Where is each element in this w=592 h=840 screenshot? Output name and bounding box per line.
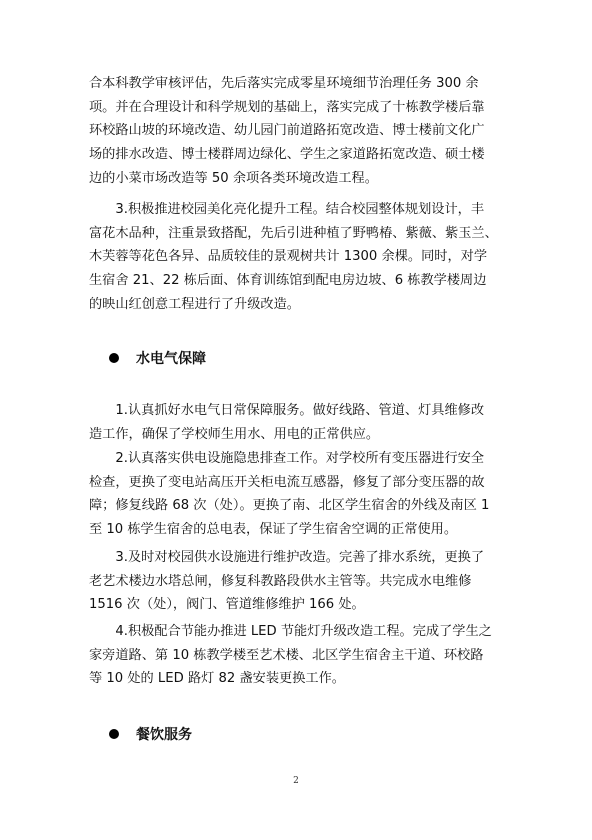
text-line: 老艺术楼边水塔总闸，修复科教路段供水主管等。共完成水电维修 [89, 573, 472, 589]
text-line: 3.积极推进校园美化亮化提升工程。结合校园整体规划设计，丰 [89, 202, 485, 217]
text-line: 2.认真落实供电设施隐患排查工作。对学校所有变压器进行安全 [89, 451, 485, 466]
section-heading-text: 餐饮服务 [136, 727, 192, 743]
paragraph-power-inspection [89, 447, 509, 542]
paragraph-utilities-daily-service [89, 399, 509, 446]
text-line: 木芙蓉等花色各异、品质较佳的景观树共计 1300 余棵。同时，对学 [89, 249, 488, 265]
text-line: 1.认真抓好水电气日常保障服务。做好线路、管道、灯具维修改 [89, 403, 485, 418]
text-line: 等 10 处的 LED 路灯 82 盏安装更换工作。 [89, 671, 345, 687]
paragraph-water-supply [89, 546, 509, 617]
section-heading-text: 水电气保障 [136, 351, 206, 367]
bullet-icon [109, 729, 119, 739]
paragraph-environment-continuation [89, 72, 509, 190]
text-line: 家旁道路、第 10 栋教学楼至艺术楼、北区学生宿舍主干道、环校路 [89, 647, 484, 663]
bullet-icon [109, 353, 119, 363]
text-line: 生宿舍 21、22 栋后面、体育训练馆到配电房边坡、6 栋教学楼周边 [89, 273, 487, 289]
text-line: 3.及时对校园供水设施进行维护改造。完善了排水系统，更换了 [89, 550, 485, 565]
text-line: 检查，更换了变电站高压开关柜电流互感器，修复了部分变压器的故 [89, 474, 485, 490]
text-line: 场的排水改造、博士楼群周边绿化、学生之家道路拓宽改造、硕士楼 [89, 147, 485, 163]
text-line: 富花木品种，注重景致搭配，先后引进种植了野鸭椿、紫薇、紫玉兰、 [89, 225, 498, 241]
paragraph-led-upgrade [89, 620, 509, 691]
text-line: 项。并在合理设计和科学规划的基础上，落实完成了十栋教学楼后靠 [89, 99, 485, 115]
text-line: 4.积极配合节能办推进 LED 节能灯升级改造工程。完成了学生之 [89, 624, 492, 639]
page-number: 2 [293, 776, 299, 786]
text-line: 造工作，确保了学校师生用水、用电的正常供应。 [89, 426, 380, 442]
section-heading-catering [109, 725, 192, 745]
text-line: 障；修复线路 68 次（处）。更换了南、北区学生宿舍的外线及南区 1 [89, 498, 490, 514]
text-line: 环校路山坡的环境改造、幼儿园门前道路拓宽改造、博士楼前文化广 [89, 123, 485, 139]
text-line: 至 10 栋学生宿舍的总电表，保证了学生宿舍空调的正常使用。 [89, 522, 458, 538]
text-line: 边的小菜市场改造等 50 余项各类环境改造工程。 [89, 170, 378, 186]
section-heading-utilities [109, 349, 206, 369]
text-line: 合本科教学审核评估，先后落实完成零星环境细节治理任务 300 余 [89, 76, 479, 91]
paragraph-campus-beautification [89, 198, 509, 316]
text-line: 1516 次（处），阀门、管道维修维护 166 处。 [89, 597, 365, 613]
text-line: 的映山红创意工程进行了升级改造。 [89, 296, 300, 312]
